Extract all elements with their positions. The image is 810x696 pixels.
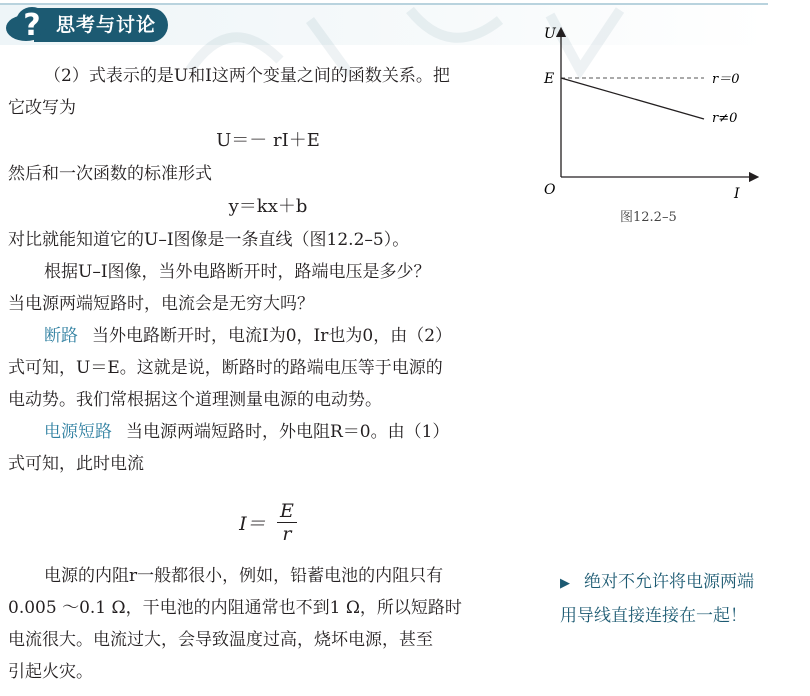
u-i-graph (532, 22, 772, 222)
fraction-denominator: r (282, 523, 292, 545)
open-circuit-line: 电动势。我们常根据这个道理测量电源的电动势。 (8, 390, 382, 410)
formula-lhs: I＝ (239, 513, 266, 535)
section-title: 思考与讨论 (34, 8, 168, 42)
fraction (277, 500, 297, 545)
term-short-circuit: 电源短路 (44, 422, 112, 442)
side-note-line: 用导线直接连接在一起！ (560, 606, 747, 626)
open-circuit-line (8, 320, 528, 352)
short-circuit-text: 当电源两端短路时，外电阻R＝0。由（1） (126, 422, 450, 442)
equation-2: y＝kx＋b (228, 196, 308, 217)
svg-text:?: ? (23, 8, 41, 43)
side-note (560, 566, 800, 632)
y-axis-label: U (544, 26, 556, 42)
current-formula (8, 500, 528, 545)
line-r-nonzero (561, 78, 704, 119)
triangle-right-icon: ▶ (560, 576, 570, 591)
u-i-figure (532, 22, 772, 222)
question-line: 当电源两端短路时，电流会是无穷大吗？ (8, 294, 314, 314)
emf-label: E (544, 71, 555, 87)
short-circuit-line (8, 416, 528, 448)
question-line: 根据U–I图像，当外电路断开时，路端电压是多少？ (44, 262, 431, 282)
paragraph-line: 然后和一次函数的标准形式 (8, 164, 212, 184)
short-circuit-line: 式可知，此时电流 (8, 454, 144, 474)
side-note-text: 绝对不允许将电源两端 (584, 572, 754, 592)
paragraph-line: （2）式表示的是U和I这两个变量之间的函数关系。把 (44, 66, 450, 86)
origin-label: O (544, 182, 556, 198)
paragraph-line: 电流很大。电流过大，会导致温度过高，烧坏电源，甚至 (8, 630, 433, 650)
paragraph-line: 0.005 ～0.1 Ω，干电池的内阻通常也不到1 Ω，所以短路时 (8, 598, 462, 618)
paragraph-line: 引起火灾。 (8, 662, 93, 682)
question-mark-icon (4, 6, 52, 44)
paragraph-line: 对比就能知道它的U–I图像是一条直线（图12.2–5）。 (8, 230, 410, 250)
label-r-zero: r＝0 (712, 72, 740, 87)
side-note-line (560, 566, 800, 600)
paragraph-line: 电源的内阻r一般都很小，例如，铅蓄电池的内阻只有 (44, 566, 444, 586)
main-text (8, 60, 528, 682)
open-circuit-text: 当外电路断开时，电流I为0，Ir也为0，由（2） (92, 326, 453, 346)
section-badge (4, 6, 168, 44)
fraction-numerator: E (277, 500, 297, 523)
internal-resistance-paragraph (8, 560, 533, 688)
paragraph-line: 它改写为 (8, 98, 76, 118)
x-axis-label: I (734, 186, 740, 202)
open-circuit-line: 式可知，U＝E。这就是说，断路时的路端电压等于电源的 (8, 358, 443, 378)
figure-caption: 图12.2–5 (620, 210, 677, 225)
label-r-nonzero: r≠0 (712, 111, 738, 126)
equation-1: U＝－ rI＋E (216, 130, 320, 151)
term-open-circuit: 断路 (44, 326, 78, 346)
